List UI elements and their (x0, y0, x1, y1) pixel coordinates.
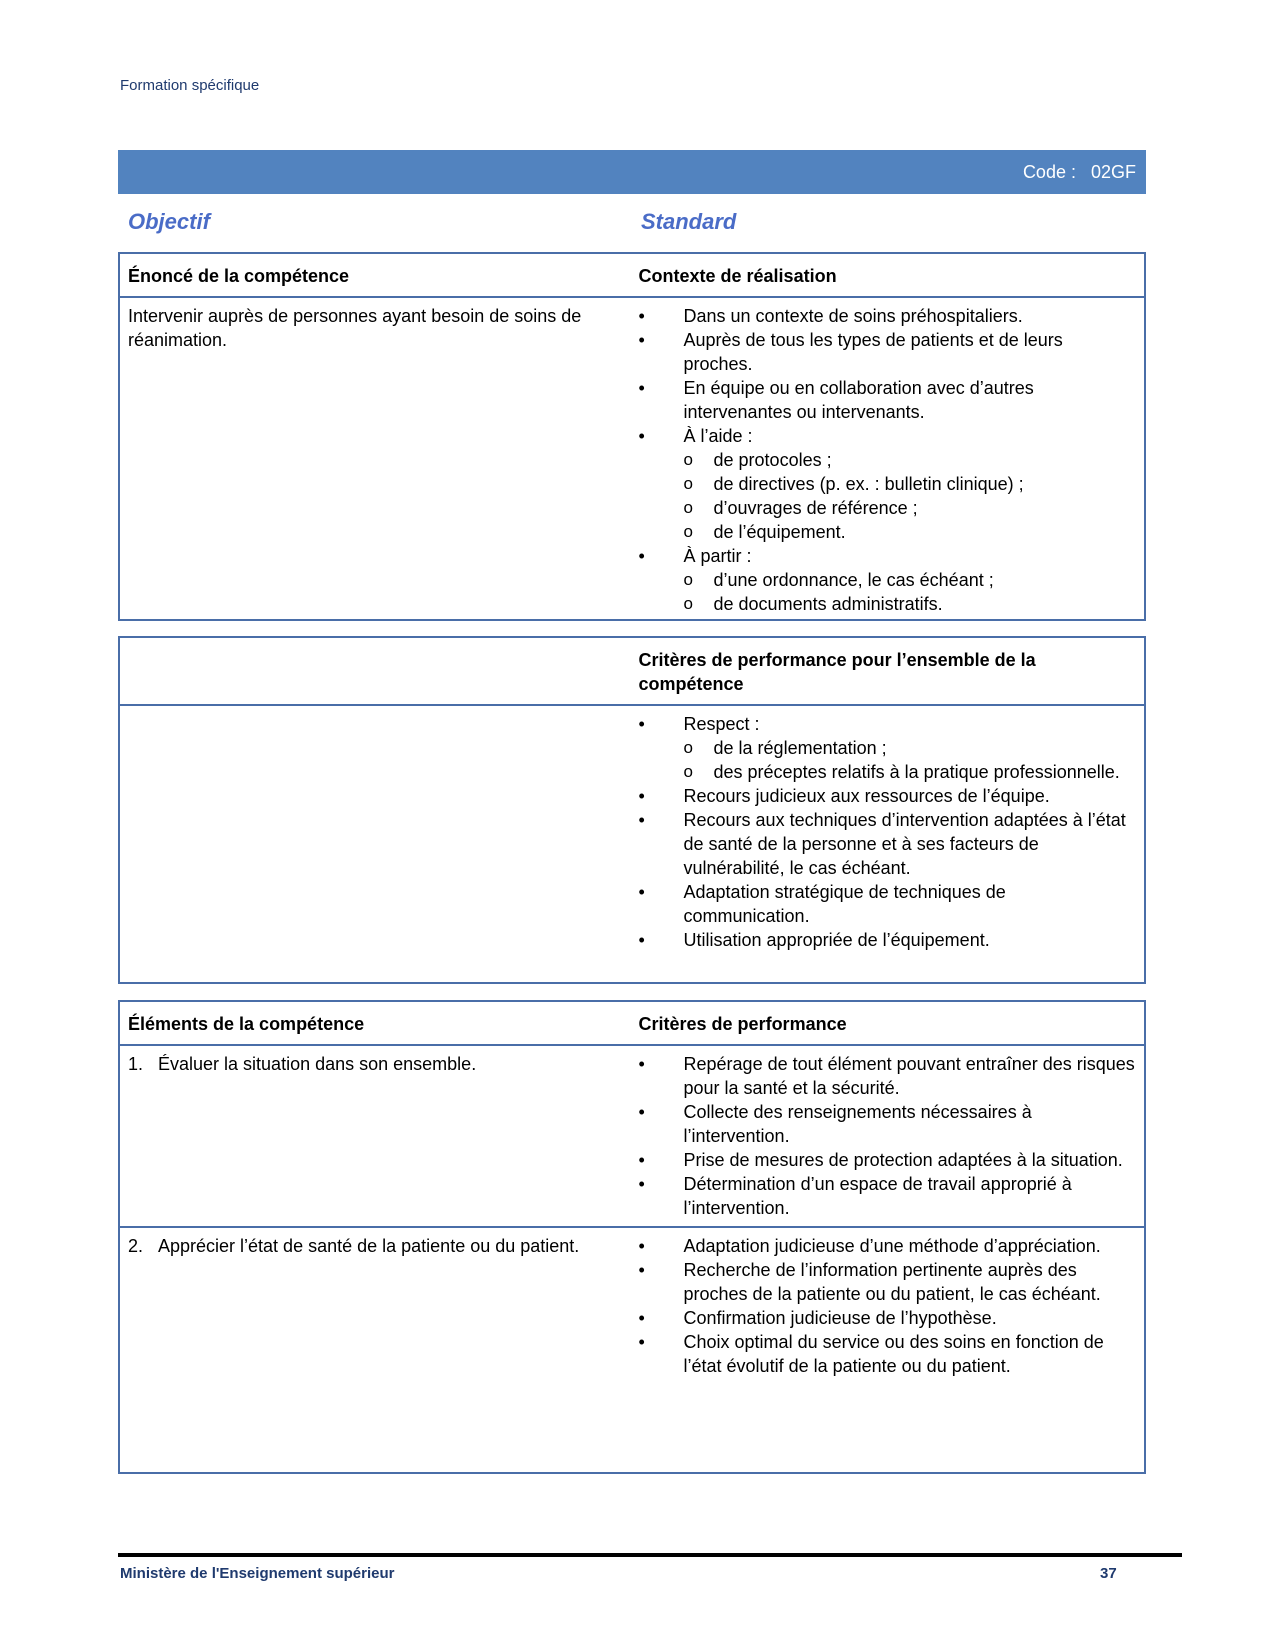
sub-list-item: o de documents administratifs. (684, 592, 1136, 616)
sub-list-item: o de directives (p. ex. : bulletin clinique) ; (684, 472, 1136, 496)
list-item: • Choix optimal du service ou des soins en fonction de l’état évolutif de la patiente ou du patient. (639, 1330, 1136, 1378)
context-list (639, 304, 1136, 616)
list-item: • Collecte des renseignements nécessaires à l’intervention. (639, 1100, 1136, 1148)
sub-list-item: o des préceptes relatifs à la pratique professionnelle. (684, 760, 1136, 784)
competence-table (118, 252, 1146, 621)
list-item: • Repérage de tout élément pouvant entraîner des risques pour la santé et la sécurité. (639, 1052, 1136, 1100)
sub-list-item: o de l’équipement. (684, 520, 1136, 544)
list-item: • Prise de mesures de protection adaptées à la situation. (639, 1148, 1136, 1172)
list-item: • En équipe ou en collaboration avec d’autres intervenantes ou intervenants. (639, 376, 1136, 424)
list-item: • Confirmation judicieuse de l’hypothèse. (639, 1306, 1136, 1330)
list-item: • À l’aide : o de protocoles ; o de directives (p. ex. : bulletin clinique) ; o d’ouvrages de référence ; o de l’équipement. (639, 424, 1136, 544)
list-item: • Adaptation stratégique de techniques de communication. (639, 880, 1136, 928)
table-row (120, 1226, 1144, 1384)
sub-list (684, 448, 1136, 544)
context-heading: Contexte de réalisation (638, 266, 837, 286)
overall-criteria-row (120, 706, 1144, 958)
sub-list-item: o d’une ordonnance, le cas échéant ; (684, 568, 1136, 592)
list-item: • Auprès de tous les types de patients et de leurs proches. (639, 328, 1136, 376)
competence-statement: Intervenir auprès de personnes ayant besoin de soins de réanimation. (128, 306, 582, 350)
list-item: • Recherche de l’information pertinente auprès des proches de la patiente ou du patient, le cas échéant. (639, 1258, 1136, 1306)
objective-title: Objectif (128, 209, 210, 234)
list-item: • Recours judicieux aux ressources de l’équipe. (639, 784, 1136, 808)
criteria-list (639, 1052, 1136, 1220)
list-item: • Adaptation judicieuse d’une méthode d’appréciation. (639, 1234, 1136, 1258)
table-row (120, 1046, 1144, 1226)
element-1 (128, 1052, 619, 1076)
list-item: • Détermination d’un espace de travail approprié à l’intervention. (639, 1172, 1136, 1220)
elements-heading: Éléments de la compétence (128, 1014, 365, 1034)
overall-criteria-header (120, 638, 1144, 706)
list-item: • Utilisation appropriée de l’équipement. (639, 928, 1136, 952)
list-item: • Recours aux techniques d’intervention adaptées à l’état de santé de la personne et à ses facteurs de vulnérabilité, le cas échéant. (639, 808, 1136, 880)
elements-table-header (120, 1002, 1144, 1046)
sub-list (684, 568, 1136, 616)
list-item: • Dans un contexte de soins préhospitaliers. (639, 304, 1136, 328)
overall-criteria-heading: Critères de performance pour l’ensemble de la compétence (638, 650, 1036, 694)
sub-list-item: o de protocoles ; (684, 448, 1136, 472)
footer-publisher: Ministère de l'Enseignement supérieur (120, 1565, 395, 1582)
list-item: • À partir : o d’une ordonnance, le cas échéant ; o de documents administratifs. (639, 544, 1136, 616)
footer-rule (118, 1553, 1182, 1557)
element-number: 2. (128, 1236, 144, 1256)
overall-criteria-table (118, 636, 1146, 984)
elements-table (118, 1000, 1146, 1474)
element-text: Apprécier l’état de santé de la patiente ou du patient. (158, 1236, 580, 1256)
statement-heading: Énoncé de la compétence (128, 266, 350, 286)
sub-list-item: o de la réglementation ; (684, 736, 1136, 760)
standard-title: Standard (641, 209, 737, 234)
element-number: 1. (128, 1054, 144, 1074)
overall-criteria-list (639, 712, 1136, 952)
criteria-list (639, 1234, 1136, 1378)
program-header: Formation spécifique (120, 77, 260, 94)
competence-row (120, 298, 1144, 622)
column-titles (128, 210, 1148, 240)
sub-list-item: o d’ouvrages de référence ; (684, 496, 1136, 520)
sub-list (684, 736, 1136, 784)
code-bar (118, 150, 1146, 194)
page-number: 37 (1100, 1565, 1117, 1582)
list-item: • Respect : o de la réglementation ; o des préceptes relatifs à la pratique professionnelle. (639, 712, 1136, 784)
element-text: Évaluer la situation dans son ensemble. (158, 1054, 477, 1074)
competence-table-header (120, 254, 1144, 298)
competency-code: Code : 02GF (1022, 162, 1136, 182)
criteria-heading: Critères de performance (638, 1014, 847, 1034)
element-2 (128, 1234, 619, 1258)
